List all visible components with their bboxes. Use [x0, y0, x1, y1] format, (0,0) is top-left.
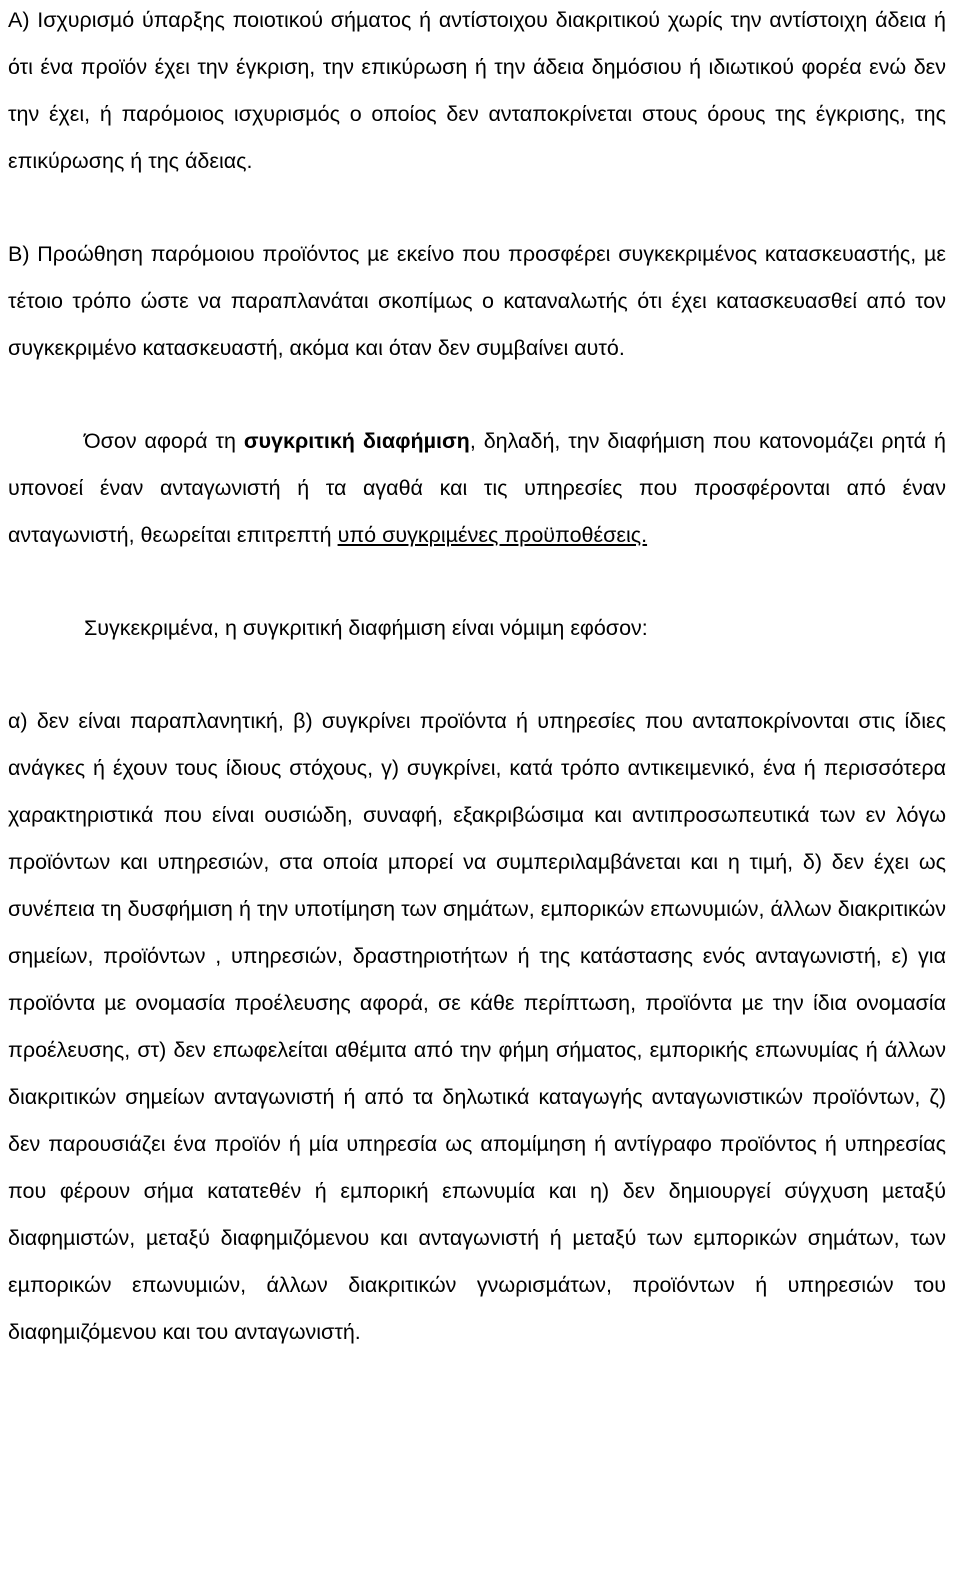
paragraph-conditions-list: α) δεν είναι παραπλανητική, β) συγκρίνει προϊόντα ή υπηρεσίες που ανταποκρίνονται στις ίδιες ανάγκες ή έχουν τους ίδιους στόχους, γ) συγκρίνει, κατά τρόπο αντικειµενικό, ένα ή περισσότερα χαρακτηριστικά που είναι ουσιώδη, συναφή, εξακριβώσιµα και αντιπροσωπευτικά των εν λόγω προϊόντων και υπηρεσιών, στα οποία µπορεί να συµπεριλαµβάνεται και η τιµή, δ) δεν έχει ως συνέπεια τη δυσφήµιση ή την υποτίµηση των σηµάτων, εµπορικών επωνυµιών, άλλων διακριτικών σηµείων, προϊόντων , υπηρεσιών, δραστηριοτήτων ή της κατάστασης ενός ανταγωνιστή, ε) για προϊόντα µε ονοµασία προέλευσης αφορά, σε κάθε περίπτωση, προϊόντα µε την ίδια ονοµασία προέλευσης, στ) δεν επωφελείται αθέµιτα από την φήµη σήµατος, εµπορικής επωνυµίας ή άλλων διακριτικών σηµείων ανταγωνιστή ή από τα δηλωτικά καταγωγής ανταγωνιστικών προϊόντων, ζ) δεν παρουσιάζει ένα προϊόν ή µία υπηρεσία ως αποµίµηση ή αντίγραφο προϊόντος ή υπηρεσίας που φέρουν σήµα κατατεθέν ή εµπορική επωνυµία και η) δεν δηµιουργεί σύγχυση µεταξύ διαφηµιστών, µεταξύ διαφηµιζόµενου και ανταγωνιστή ή µεταξύ των εµπορικών σηµάτων, των εµπορικών επωνυµιών, άλλων διακριτικών γνωρισµάτων, προϊόντων ή υπηρεσιών του διαφηµιζόµενου και του ανταγωνιστή. — [8, 709, 946, 1344]
paragraph-a: Α) Ισχυρισµό ύπαρξης ποιοτικού σήµατος ή αντίστοιχου διακριτικού χωρίς την αντίστοιχη άδεια ή ότι ένα προϊόν έχει την έγκριση, την επικύρωση ή την άδεια δηµόσιου ή ιδιωτικού φορέα ενώ δεν την έχει, ή παρόµοιος ισχυρισµός ο οποίος δεν ανταποκρίνεται στους όρους της έγκρισης, της επικύρωσης ή της άδειας. — [8, 8, 946, 173]
comparative-advertising-term: συγκριτική διαφήµιση — [243, 429, 470, 453]
comparative-body-text: , δηλαδή, την διαφήµιση που κατονοµάζει ρητά ή υπονοεί έναν ανταγωνιστή ή τα αγαθά και τις υπηρεσίες που προσφέρονται από έναν ανταγωνιστή, θεωρείται επιτρεπτή — [8, 429, 946, 547]
paragraph-comparative-advertising — [8, 418, 946, 559]
conditions-underlined-text: υπό συγκριµένες προϋποθέσεις. — [337, 523, 648, 547]
paragraph-b: Β) Προώθηση παρόµοιου προϊόντος µε εκείνο που προσφέρει συγκεκριµένος κατασκευαστής, µε τέτοιο τρόπο ώστε να παραπλανάται σκοπίµως ο καταναλωτής ότι έχει κατασκευασθεί από τον συγκεκριµένο κατασκευαστή, ακόµα και όταν δεν συµβαίνει αυτό. — [8, 242, 946, 360]
comparative-intro-text: Όσον αφορά τη — [84, 429, 244, 453]
paragraph-specifically: Συγκεκριµένα, η συγκριτική διαφήµιση είναι νόµιµη εφόσον: — [84, 616, 648, 640]
document-page — [8, 0, 946, 1356]
